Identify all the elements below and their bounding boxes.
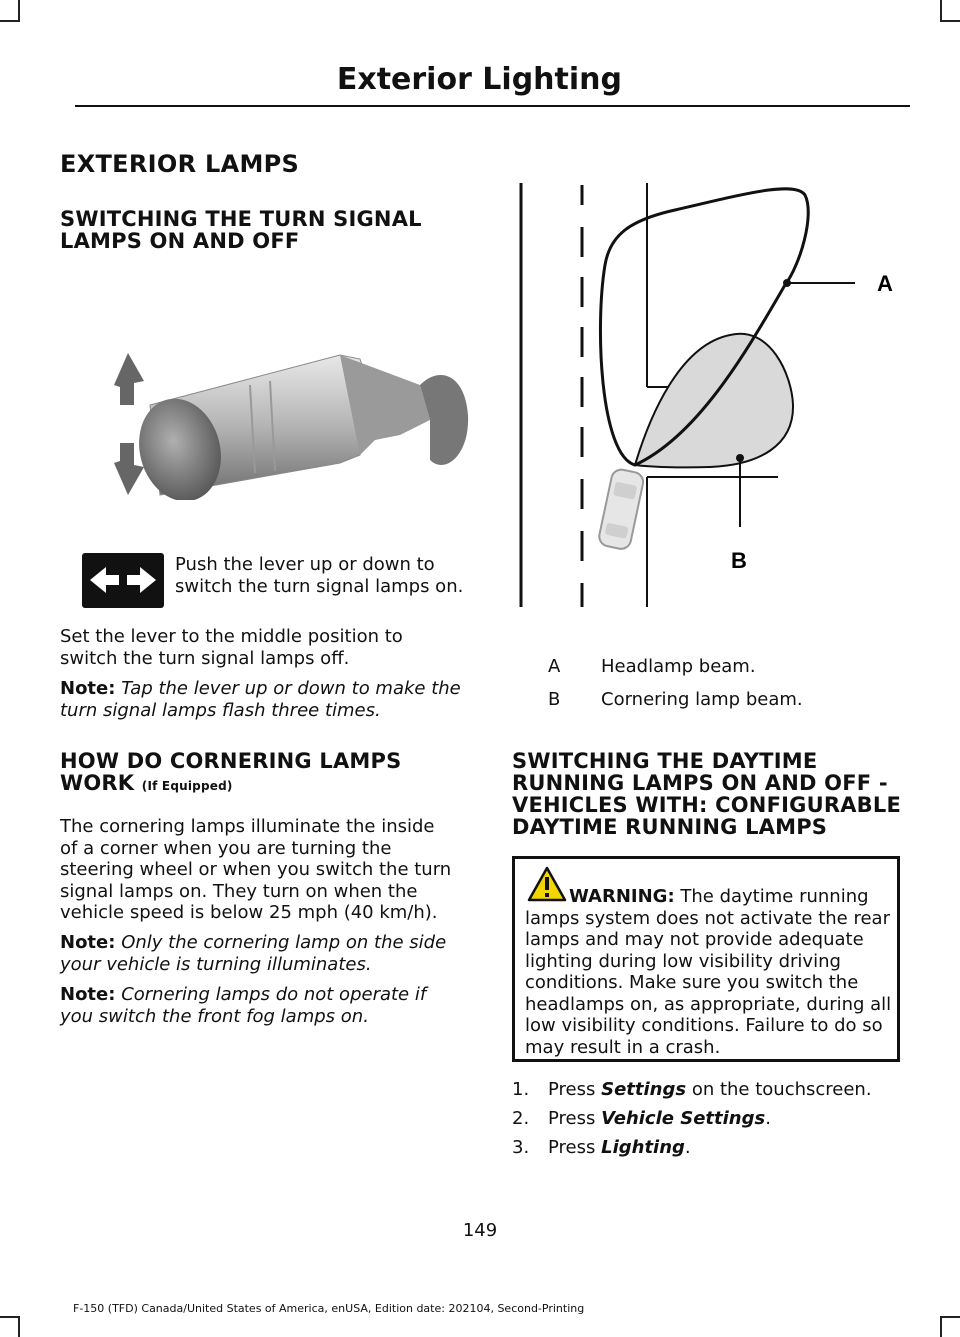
legend-text-b: Cornering lamp beam. <box>601 689 803 710</box>
step-item: 1. Press Settings on the touchscreen. <box>512 1079 872 1100</box>
note-fog-lamps: Note: Cornering lamps do not operate if you switch the front fog lamps on. <box>60 984 427 1027</box>
diagram-label-a: A <box>877 271 893 296</box>
beam-pattern-diagram <box>510 175 910 615</box>
crop-mark <box>940 1316 960 1318</box>
crop-mark <box>940 1316 942 1337</box>
step-list <box>512 1079 912 1166</box>
warning-text: WARNING: The daytime running lamps system does not activate the rear lamps and may not provide adequate lighting during low visibility driving conditions. Make sure you switch the headlamps on, as appropriate, during all low visibility conditions. Failure to do so may result in a crash. <box>525 886 892 1058</box>
step-item: 2. Press Vehicle Settings. <box>512 1108 771 1129</box>
step-item: 3. Press Lighting. <box>512 1137 691 1158</box>
icon-description: Push the lever up or down to switch the turn signal lamps on. <box>175 554 464 597</box>
turn-signal-arrows-icon <box>82 553 164 608</box>
page-number: 149 <box>462 1220 498 1241</box>
crop-mark <box>940 0 942 22</box>
legend-key-a: A <box>548 656 561 677</box>
subsection-title-turn-signal: SWITCHING THE TURN SIGNAL LAMPS ON AND OFF <box>60 207 422 253</box>
note-flash-three-times: Note: Tap the lever up or down to make the turn signal lamps flash three times. <box>60 678 461 721</box>
header-rule <box>75 105 910 107</box>
subsection-title-daytime-running-lamps: SWITCHING THE DAYTIME RUNNING LAMPS ON AND OFF - VEHICLES WITH: CONFIGURABLE DAYTIME RUNNING LAMPS <box>512 749 901 839</box>
page-header-title: Exterior Lighting <box>336 62 622 97</box>
crop-mark <box>940 20 960 22</box>
paragraph-middle-position: Set the lever to the middle position to switch the turn signal lamps off. <box>60 626 403 669</box>
crop-mark <box>18 0 20 22</box>
crop-mark <box>0 1316 20 1318</box>
paragraph-cornering-lamps: The cornering lamps illuminate the inside of a corner when you are turning the steering wheel or when you switch the turn signal lamps on. They turn on when the vehicle speed is below 25 mph (40 km/h). <box>60 816 452 923</box>
turn-signal-lever-illustration <box>100 345 475 500</box>
crop-mark <box>0 20 20 22</box>
note-turning-side: Note: Only the cornering lamp on the side your vehicle is turning illuminates. <box>60 932 447 975</box>
section-title: EXTERIOR LAMPS <box>60 150 300 178</box>
diagram-label-b: B <box>731 548 747 573</box>
crop-mark <box>18 1316 20 1337</box>
legend-key-b: B <box>548 689 561 710</box>
footer-edition: F-150 (TFD) Canada/United States of America, enUSA, Edition date: 202104, Second-Printing <box>73 1302 585 1315</box>
subsection-title-cornering-lamps: HOW DO CORNERING LAMPS WORK (If Equipped) <box>60 749 402 795</box>
legend-text-a: Headlamp beam. <box>601 656 756 677</box>
